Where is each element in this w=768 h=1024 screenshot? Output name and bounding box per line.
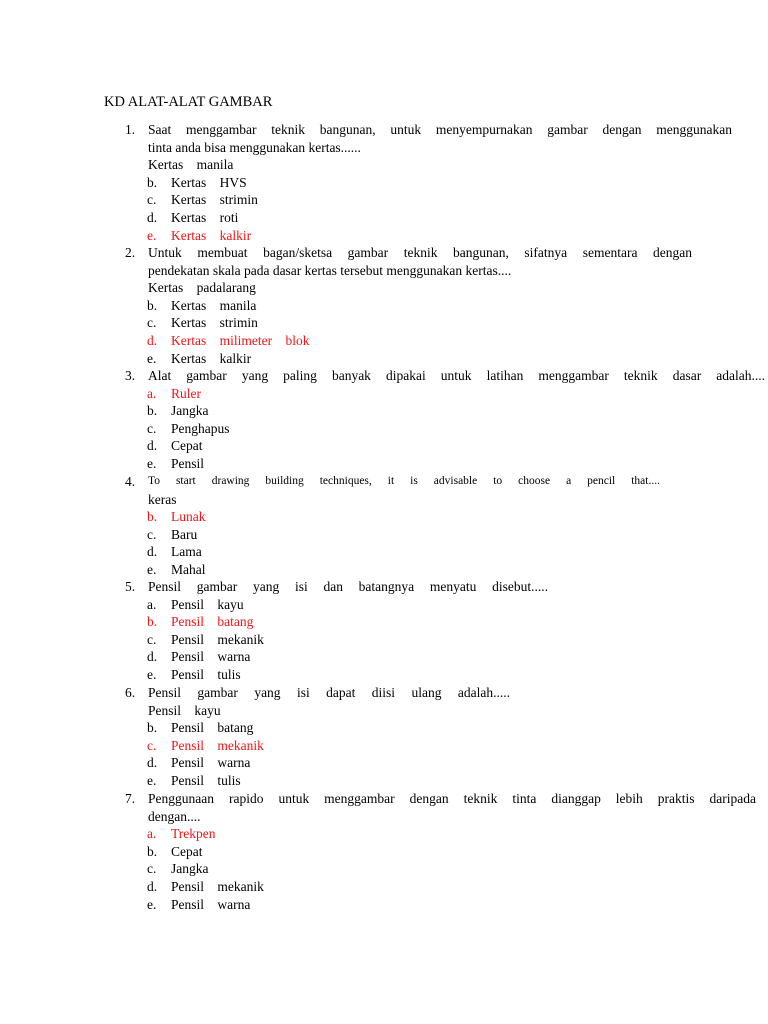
answer-option <box>125 896 756 914</box>
answer-option <box>125 420 765 438</box>
option-letter: b. <box>147 174 158 190</box>
answer-option <box>125 543 660 561</box>
question-number: 2. <box>125 245 136 260</box>
question-text: Penggunaan rapido untuk menggambar dengan teknik tinta dianggap lebih praktis daripada <box>148 791 756 806</box>
answer-option <box>125 596 548 614</box>
option-letter: b. <box>147 614 158 630</box>
option-text: Lunak <box>171 509 206 525</box>
question-text: Untuk membuat bagan/sketsa gambar teknik bangunan, sifatnya sementara dengan <box>148 245 692 260</box>
question-text: Saat menggambar teknik bangunan, untuk menyempurnakan gambar dengan menggunakan <box>148 122 732 137</box>
option-letter: d. <box>147 755 158 771</box>
option-letter: d. <box>147 332 158 348</box>
answer-option <box>125 561 660 579</box>
answer-option <box>125 191 732 209</box>
option-text: Pensil batang <box>171 720 254 736</box>
option-letter: d. <box>147 649 158 665</box>
option-text: keras <box>148 491 177 507</box>
option-letter: d. <box>147 209 158 225</box>
question-text: Alat gambar yang paling banyak dipakai untuk latihan menggambar teknik dasar adalah.... <box>148 368 765 383</box>
option-letter: e. <box>147 350 157 366</box>
question-1 <box>125 121 732 244</box>
answer-option-correct <box>125 613 548 631</box>
option-text: Kertas padalarang <box>148 280 256 296</box>
option-letter: b. <box>147 297 158 313</box>
answer-option-correct <box>125 385 765 403</box>
option-letter: e. <box>147 227 157 243</box>
option-letter: a. <box>147 596 157 612</box>
option-letter: c. <box>147 315 157 331</box>
option-text: Pensil kayu <box>148 702 221 718</box>
option-letter: c. <box>147 861 157 877</box>
question-text: To start drawing building techniques, it is advisable to choose a pencil that.... <box>148 475 660 487</box>
answer-option <box>125 648 548 666</box>
answer-option <box>125 772 510 790</box>
option-text: Pensil batang <box>171 614 254 630</box>
question-number: 7. <box>125 791 136 806</box>
option-letter: b. <box>147 403 158 419</box>
question-5 <box>125 578 548 684</box>
question-3 <box>125 367 765 473</box>
answer-option <box>125 719 510 737</box>
question-number: 6. <box>125 685 136 700</box>
option-text: Mahal <box>171 561 206 577</box>
question-6 <box>125 684 510 790</box>
option-letter: d. <box>147 438 158 454</box>
answer-option-correct <box>125 332 692 350</box>
option-text: Jangka <box>171 861 209 877</box>
option-text: Baru <box>171 526 198 542</box>
question-2 <box>125 244 692 367</box>
answer-option-correct <box>125 508 660 526</box>
answer-option <box>125 878 756 896</box>
option-letter: c. <box>147 192 157 208</box>
answer-option-correct <box>125 737 510 755</box>
option-letter: b. <box>147 843 158 859</box>
option-text: Kertas HVS <box>171 174 247 190</box>
option-text: Kertas roti <box>171 209 239 225</box>
option-letter: c. <box>147 737 157 753</box>
option-text: Lama <box>171 544 202 560</box>
answer-option <box>125 437 765 455</box>
answer-option <box>125 491 660 509</box>
question-number: 4. <box>125 474 136 489</box>
answer-option <box>125 702 510 720</box>
question-text-continued: dengan.... <box>148 808 201 824</box>
answer-option <box>125 860 756 878</box>
question-number: 5. <box>125 579 136 594</box>
option-text: Penghapus <box>171 420 230 436</box>
option-letter: b. <box>147 509 158 525</box>
answer-option <box>125 279 692 297</box>
option-text: Pensil mekanik <box>171 737 264 753</box>
option-letter: e. <box>147 772 157 788</box>
option-letter: d. <box>147 878 158 894</box>
option-text: Kertas kalkir <box>171 227 252 243</box>
answer-option-correct <box>125 825 756 843</box>
question-text: Pensil gambar yang isi dan batangnya menyatu disebut..... <box>148 579 548 594</box>
option-text: Kertas strimin <box>171 192 258 208</box>
answer-option <box>125 209 732 227</box>
answer-option <box>125 314 692 332</box>
question-text: Pensil gambar yang isi dapat diisi ulang adalah..... <box>148 685 510 700</box>
option-letter: b. <box>147 720 158 736</box>
option-text: Pensil tulis <box>171 772 241 788</box>
option-text: Jangka <box>171 403 209 419</box>
option-text: Kertas manila <box>148 157 234 173</box>
question-4 <box>125 473 660 579</box>
question-7 <box>125 790 756 913</box>
question-text-continued: pendekatan skala pada dasar kertas tersebut menggunakan kertas.... <box>148 262 512 278</box>
option-letter: a. <box>147 826 157 842</box>
answer-option <box>125 156 732 174</box>
page-title: KD ALAT-ALAT GAMBAR <box>104 94 273 110</box>
option-letter: d. <box>147 544 158 560</box>
option-text: Pensil warna <box>171 896 251 912</box>
option-letter: c. <box>147 631 157 647</box>
answer-option <box>125 402 765 420</box>
option-text: Trekpen <box>171 826 216 842</box>
answer-option <box>125 455 765 473</box>
option-letter: e. <box>147 896 157 912</box>
option-text: Pensil tulis <box>171 666 241 682</box>
option-text: Kertas kalkir <box>171 350 252 366</box>
option-text: Pensil mekanik <box>171 631 264 647</box>
answer-option <box>125 631 548 649</box>
option-letter: e. <box>147 666 157 682</box>
answer-option <box>125 350 692 368</box>
question-text-continued: tinta anda bisa menggunakan kertas...... <box>148 139 361 155</box>
option-text: Kertas manila <box>171 297 257 313</box>
option-letter: e. <box>147 561 157 577</box>
option-letter: c. <box>147 526 157 542</box>
answer-option-correct <box>125 227 732 245</box>
option-letter: c. <box>147 420 157 436</box>
answer-option <box>125 526 660 544</box>
option-text: Pensil warna <box>171 755 251 771</box>
option-text: Kertas strimin <box>171 315 258 331</box>
option-text: Ruler <box>171 385 201 401</box>
answer-option <box>125 297 692 315</box>
answer-option <box>125 666 548 684</box>
option-text: Cepat <box>171 843 203 859</box>
option-text: Pensil warna <box>171 649 251 665</box>
option-text: Pensil kayu <box>171 596 244 612</box>
option-letter: a. <box>147 385 157 401</box>
answer-option <box>125 174 732 192</box>
question-number: 1. <box>125 122 136 137</box>
option-text: Pensil mekanik <box>171 878 264 894</box>
option-text: Cepat <box>171 438 203 454</box>
option-text: Pensil <box>171 455 205 471</box>
answer-option <box>125 843 756 861</box>
option-letter: e. <box>147 455 157 471</box>
answer-option <box>125 754 510 772</box>
question-number: 3. <box>125 368 136 383</box>
option-text: Kertas milimeter blok <box>171 332 310 348</box>
